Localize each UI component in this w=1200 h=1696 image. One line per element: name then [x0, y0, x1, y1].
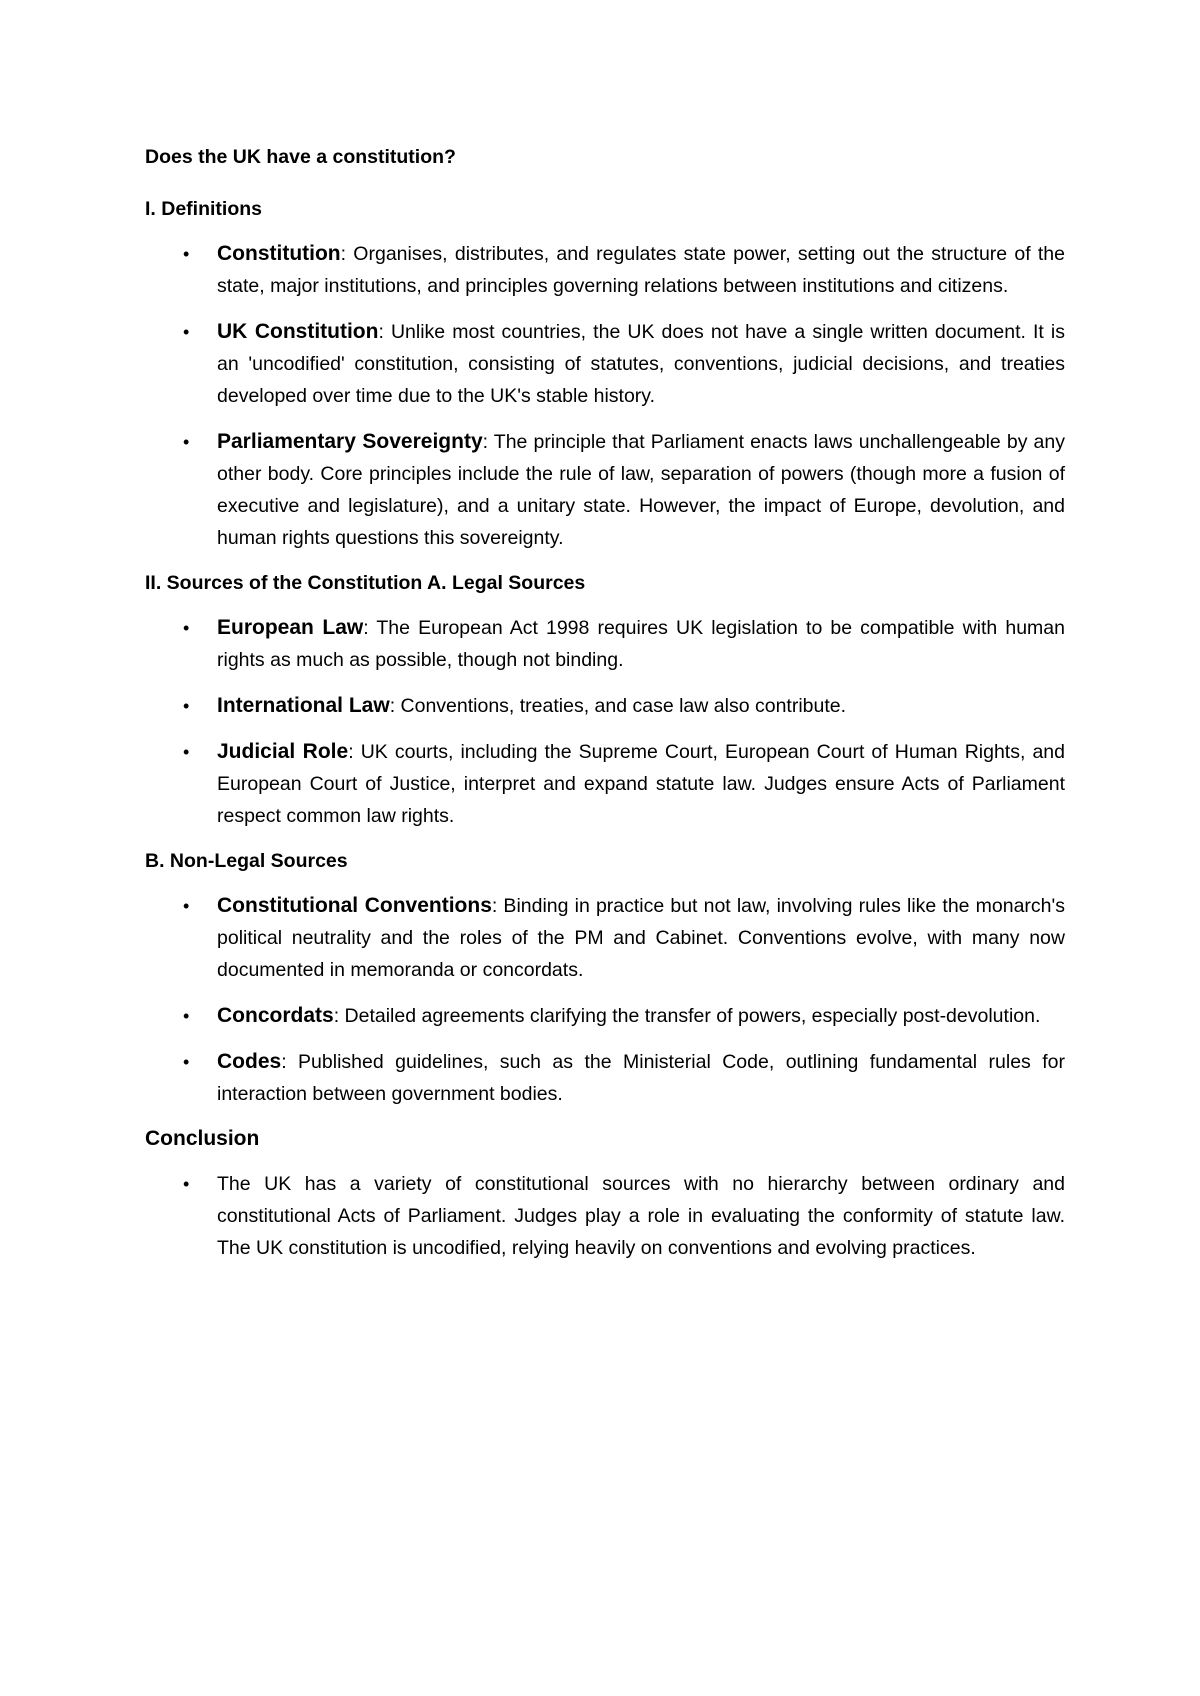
section-heading-conclusion: Conclusion: [145, 1127, 260, 1150]
list-item: [145, 736, 1065, 832]
list-item: [145, 890, 1065, 986]
section-heading-definitions: I. Definitions: [145, 198, 262, 220]
list-item: [145, 1046, 1065, 1110]
term-label: International Law: [217, 694, 390, 717]
list-item: [145, 316, 1065, 412]
document-title: Does the UK have a constitution?: [145, 146, 456, 168]
non-legal-sources-list: [145, 890, 1065, 1110]
section-heading-legal-sources: II. Sources of the Constitution A. Legal Sources: [145, 572, 586, 594]
bullet-icon: •: [183, 1006, 190, 1026]
bullet-icon: •: [183, 618, 190, 638]
term-label: UK Constitution: [217, 320, 379, 343]
term-description: : Published guidelines, such as the Ministerial Code, outlining fundamental rules for interaction between government bodies.: [217, 1051, 1065, 1105]
bullet-icon: •: [183, 244, 190, 264]
list-item: [145, 1168, 1065, 1264]
bullet-icon: •: [183, 322, 190, 342]
list-item: [145, 612, 1065, 676]
term-label: Judicial Role: [217, 740, 349, 763]
term-description: : UK courts, including the Supreme Court, European Court of Human Rights, and European Court of Justice, interpret and expand statute law. Judges ensure Acts of Parliament respect common law rights.: [217, 741, 1065, 827]
term-label: European Law: [217, 616, 364, 639]
term-label: Constitutional Conventions: [217, 894, 492, 917]
bullet-icon: •: [183, 1052, 190, 1072]
bullet-icon: •: [183, 432, 190, 452]
bullet-icon: •: [183, 896, 190, 916]
bullet-icon: •: [183, 1174, 190, 1194]
conclusion-text: The UK has a variety of constitutional sources with no hierarchy between ordinary and constitutional Acts of Parliament. Judges play a role in evaluating the conformity of statute law. The UK constitution is uncodified, relying heavily on conventions and evolving practices.: [217, 1173, 1065, 1259]
term-label: Parliamentary Sovereignty: [217, 430, 483, 453]
list-item: [145, 238, 1065, 302]
term-description: : Organises, distributes, and regulates state power, setting out the structure of the state, major institutions, and principles governing relations between institutions and citizens.: [217, 243, 1065, 297]
term-description: : Conventions, treaties, and case law also contribute.: [389, 695, 847, 717]
list-item: [145, 1000, 1065, 1032]
term-description: : Binding in practice but not law, involving rules like the monarch's political neutrality and the roles of the PM and Cabinet. Conventions evolve, with many now documented in memoranda or concordats.: [217, 895, 1065, 981]
section-heading-non-legal-sources: B. Non-Legal Sources: [145, 850, 348, 872]
term-description: : Detailed agreements clarifying the transfer of powers, especially post-devolution.: [333, 1005, 1041, 1027]
conclusion-list: [145, 1168, 1065, 1264]
definitions-list: [145, 238, 1065, 554]
list-item: [145, 426, 1065, 554]
term-label: Codes: [217, 1050, 282, 1073]
bullet-icon: •: [183, 696, 190, 716]
term-description: : Unlike most countries, the UK does not have a single written document. It is an 'uncodified' constitution, consisting of statutes, conventions, judicial decisions, and treaties developed over time due to the UK's stable history.: [217, 321, 1066, 407]
term-label: Concordats: [217, 1004, 334, 1027]
term-label: Constitution: [217, 242, 341, 265]
term-description: : The principle that Parliament enacts laws unchallengeable by any other body. Core principles include the rule of law, separation of powers (though more a fusion of executive and legislature), and a unitary state. However, the impact of Europe, devolution, and human rights questions this sovereignty.: [217, 431, 1065, 549]
term-description: : The European Act 1998 requires UK legislation to be compatible with human rights as much as possible, though not binding.: [217, 617, 1065, 671]
bullet-icon: •: [183, 742, 190, 762]
legal-sources-list: [145, 612, 1065, 832]
list-item: [145, 690, 1065, 722]
